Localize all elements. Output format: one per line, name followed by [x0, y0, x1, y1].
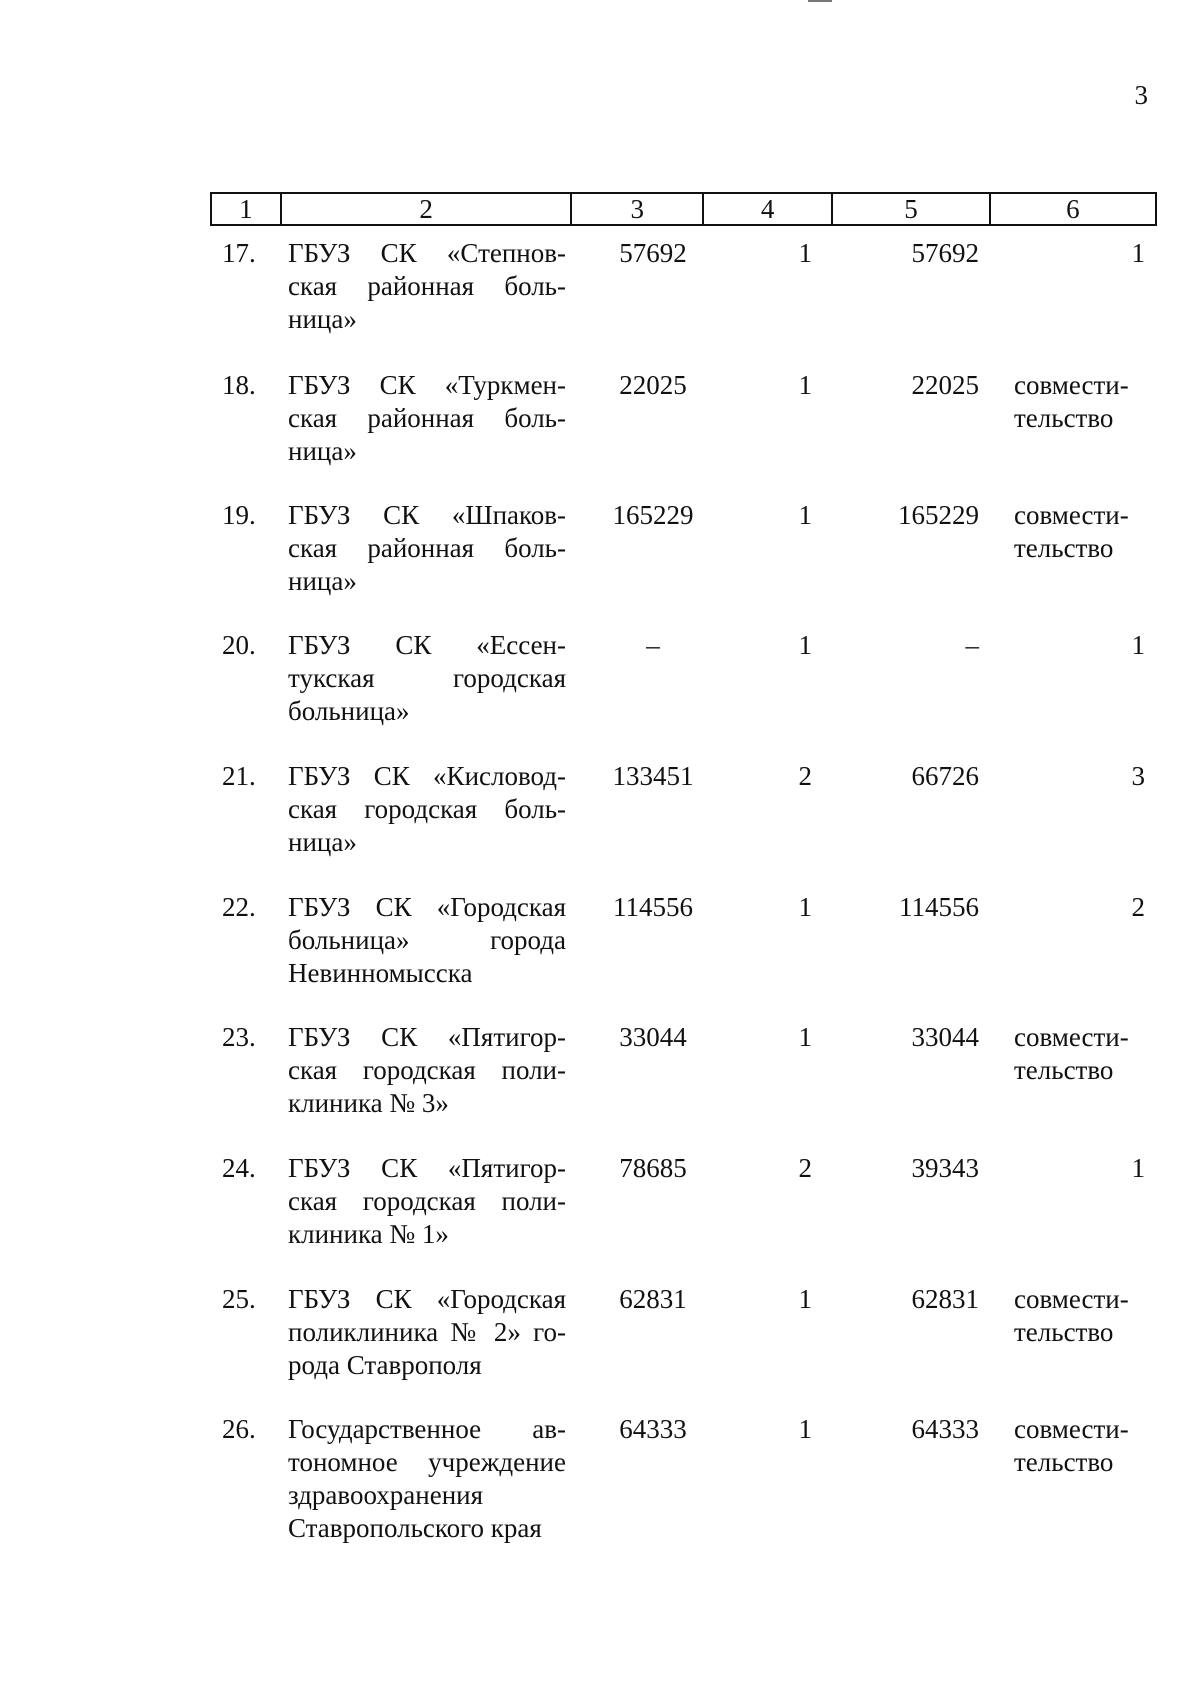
row-number: 25.	[222, 1284, 256, 1314]
row-number: 17.	[222, 238, 256, 268]
header-col-5: 5	[833, 194, 990, 224]
col-6-line: тельство	[1014, 1447, 1114, 1477]
col-6-value	[992, 237, 1157, 270]
institution-name-line: ГБУЗ СК «Степнов-	[288, 238, 566, 268]
col-4-value: 1	[798, 500, 812, 530]
row-number: 19.	[222, 500, 256, 530]
col-6-line: 2	[1131, 892, 1145, 922]
institution-name-line: Государственное ав-	[288, 1414, 566, 1444]
institution-name-line: ГБУЗ СК «Городская	[288, 1284, 566, 1314]
header-col-3: 3	[572, 194, 703, 224]
col-4-value: 1	[798, 892, 812, 922]
institution-name-line: тономное учреждение	[288, 1447, 566, 1477]
institution-name-line: ГБУЗ СК «Шпаков-	[288, 500, 566, 530]
col-6-value	[992, 760, 1157, 793]
col-5-value: 114556	[899, 892, 979, 922]
col-3-value: 78685	[619, 1153, 687, 1183]
institution-name-line: ГБУЗ СК «Кисловод-	[288, 761, 566, 791]
row-number: 21.	[222, 761, 256, 791]
col-4-value: 1	[798, 1284, 812, 1314]
institution-name-line: ница»	[288, 304, 357, 334]
col-5-value: 39343	[911, 1153, 979, 1183]
col-6-line: тельство	[1014, 533, 1114, 563]
institution-name-line: рода Ставрополя	[288, 1350, 482, 1380]
institution-name-line: ская городская боль-	[288, 794, 566, 824]
col-4-value: 1	[798, 238, 812, 268]
institution-name-line: ГБУЗ СК «Городская	[288, 892, 566, 922]
col-4-value: 2	[798, 761, 812, 791]
row-number: 22.	[222, 892, 256, 922]
institution-name-line: ница»	[288, 566, 357, 596]
institution-name	[288, 760, 566, 859]
institution-name	[288, 891, 566, 990]
col-6-line: совмести-	[1014, 1414, 1129, 1444]
institution-name-line: больница»	[288, 696, 410, 726]
col-3-value: 133451	[612, 761, 694, 791]
col-3-value: 33044	[619, 1022, 687, 1052]
col-6-value	[992, 629, 1157, 662]
col-6-value	[992, 1152, 1157, 1185]
col-3-value: 57692	[619, 238, 687, 268]
institution-name-line: ГБУЗ СК «Туркмен-	[288, 370, 566, 400]
col-3-value: 64333	[619, 1414, 687, 1444]
col-6-line: 1	[1131, 630, 1145, 660]
institution-name	[288, 1283, 566, 1382]
institution-name	[288, 629, 566, 728]
scan-mark	[808, 0, 832, 2]
institution-name-line: клиника № 1»	[288, 1219, 449, 1249]
table-header	[210, 192, 1157, 226]
institution-name-line: здравоохранения	[288, 1480, 484, 1510]
col-6-line: совмести-	[1014, 1022, 1129, 1052]
institution-name-line: поликлиника № 2» го-	[288, 1317, 566, 1347]
institution-name-line: ская городская поли-	[288, 1055, 566, 1085]
institution-name	[288, 499, 566, 598]
col-6-value	[992, 369, 1157, 435]
col-6-line: тельство	[1014, 403, 1114, 433]
col-6-value	[992, 499, 1157, 565]
institution-name-line: ская районная боль-	[288, 533, 566, 563]
institution-name	[288, 369, 566, 468]
col-4-value: 1	[798, 1414, 812, 1444]
row-number: 24.	[222, 1153, 256, 1183]
col-5-value: –	[965, 630, 979, 660]
institution-name-line: больница» города	[288, 925, 566, 955]
institution-name-line: ГБУЗ СК «Пятигор-	[288, 1022, 566, 1052]
institution-name-line: клиника № 3»	[288, 1088, 449, 1118]
institution-name-line: ница»	[288, 827, 357, 857]
col-6-line: совмести-	[1014, 500, 1129, 530]
institution-name-line: ская районная боль-	[288, 271, 566, 301]
col-6-line: тельство	[1014, 1317, 1114, 1347]
col-6-value	[992, 1021, 1157, 1087]
col-5-value: 62831	[911, 1284, 979, 1314]
institution-name-line: ская районная боль-	[288, 403, 566, 433]
institution-name-line: ская городская поли-	[288, 1186, 566, 1216]
institution-name-line: ница»	[288, 436, 357, 466]
col-6-value	[992, 1413, 1157, 1479]
institution-name-line: Ставропольского края	[288, 1513, 542, 1543]
col-3-value: 114556	[613, 892, 693, 922]
col-4-value: 1	[798, 370, 812, 400]
col-4-value: 1	[798, 1022, 812, 1052]
col-5-value: 22025	[911, 370, 979, 400]
col-3-value: 62831	[619, 1284, 687, 1314]
row-number: 26.	[222, 1414, 256, 1444]
institution-name-line: тукская городская	[288, 663, 566, 693]
row-number: 18.	[222, 370, 256, 400]
institution-name-line: Невинномысска	[288, 958, 473, 988]
col-3-value: –	[646, 630, 660, 660]
header-col-6: 6	[1066, 193, 1080, 224]
col-6-line: совмести-	[1014, 1284, 1129, 1314]
col-6-line: совмести-	[1014, 370, 1129, 400]
col-5-value: 66726	[911, 761, 979, 791]
col-6-line: 3	[1131, 761, 1145, 791]
institution-name	[288, 1021, 566, 1120]
row-number: 23.	[222, 1022, 256, 1052]
institution-name-line: ГБУЗ СК «Ессен-	[288, 630, 566, 660]
col-4-value: 2	[798, 1153, 812, 1183]
col-6-value	[992, 891, 1157, 924]
col-6-line: 1	[1131, 238, 1145, 268]
col-6-line: 1	[1131, 1153, 1145, 1183]
header-col-2: 2	[282, 194, 573, 224]
page-number: 3	[1134, 80, 1148, 110]
col-4-value: 1	[798, 630, 812, 660]
institution-name	[288, 1152, 566, 1251]
col-5-value: 64333	[911, 1414, 979, 1444]
col-5-value: 165229	[898, 500, 979, 530]
institution-name-line: ГБУЗ СК «Пятигор-	[288, 1153, 566, 1183]
col-5-value: 33044	[911, 1022, 979, 1052]
row-number: 20.	[222, 630, 256, 660]
header-col-1: 1	[212, 194, 282, 224]
col-5-value: 57692	[911, 238, 979, 268]
col-3-value: 22025	[619, 370, 687, 400]
header-col-4: 4	[704, 194, 833, 224]
col-6-line: тельство	[1014, 1055, 1114, 1085]
col-6-value	[992, 1283, 1157, 1349]
institution-name	[288, 237, 566, 336]
institution-name	[288, 1413, 566, 1545]
col-3-value: 165229	[612, 500, 694, 530]
